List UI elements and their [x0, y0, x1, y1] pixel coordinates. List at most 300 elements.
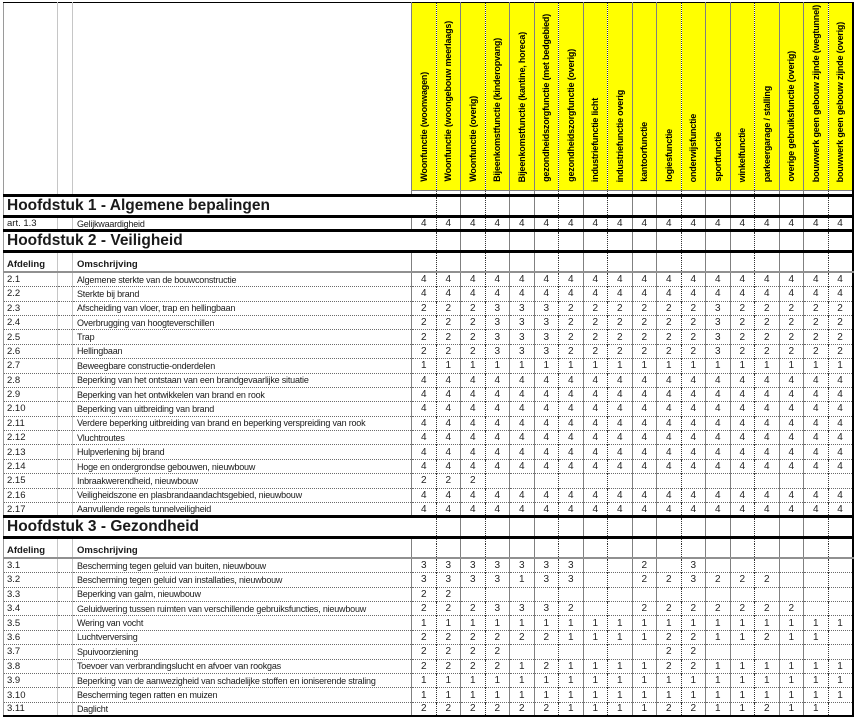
value-cell: 1 — [583, 616, 608, 630]
value-cell: 4 — [804, 387, 829, 401]
value-cell — [534, 517, 559, 538]
value-cell: 3 — [485, 558, 510, 572]
value-cell — [730, 196, 755, 217]
value-cell — [804, 258, 829, 272]
value-cell: 4 — [608, 373, 633, 387]
value-cell — [559, 645, 584, 659]
row-label: Verdere beperking uitbreiding van brand en beperking verspreiding van rook — [73, 416, 412, 430]
value-cell: 4 — [412, 488, 437, 502]
value-cell: 2 — [510, 702, 535, 716]
value-cell: 4 — [657, 387, 682, 401]
value-cell: 4 — [730, 373, 755, 387]
value-cell: 4 — [534, 416, 559, 430]
bouwbesluit-matrix — [3, 2, 854, 717]
value-cell: 1 — [730, 630, 755, 644]
value-cell: 4 — [706, 387, 731, 401]
column-header-label: Bijeenkomstfunctie (kinderopvang) — [492, 38, 503, 182]
value-cell: 4 — [828, 445, 853, 459]
value-cell: 2 — [583, 330, 608, 344]
value-cell: 2 — [779, 301, 804, 315]
value-cell — [706, 231, 731, 252]
value-cell: 2 — [412, 601, 437, 615]
corner-cell — [73, 3, 412, 191]
value-cell: 4 — [485, 287, 510, 301]
table-row — [4, 503, 853, 517]
value-cell: 2 — [461, 315, 486, 329]
value-cell: 3 — [706, 301, 731, 315]
value-cell: 2 — [412, 630, 437, 644]
value-cell: 2 — [632, 601, 657, 615]
column-header-label: Woonfunctie (woongebouw meerlaags) — [443, 21, 454, 182]
table-row — [4, 402, 853, 416]
value-cell: 2 — [730, 301, 755, 315]
value-cell: 2 — [681, 702, 706, 716]
row-label: Beperking van de aanwezigheid van schadelijke stoffen en ioniserende straling — [73, 673, 412, 687]
table-row — [4, 315, 853, 329]
value-cell: 1 — [779, 616, 804, 630]
column-header — [779, 3, 804, 191]
value-cell: 4 — [485, 459, 510, 473]
value-cell: 1 — [730, 673, 755, 687]
value-cell: 4 — [608, 287, 633, 301]
value-cell: 1 — [828, 616, 853, 630]
value-cell: 4 — [485, 445, 510, 459]
value-cell — [632, 544, 657, 558]
column-header — [485, 3, 510, 191]
column-header-label: gezondheidszorgfunctie (met bedgebied) — [541, 14, 552, 182]
value-cell: 4 — [730, 272, 755, 286]
value-cell: 1 — [779, 688, 804, 702]
value-cell: 4 — [583, 416, 608, 430]
value-cell: 4 — [632, 287, 657, 301]
value-cell: 4 — [657, 503, 682, 517]
value-cell — [730, 517, 755, 538]
section-title: Hoofdstuk 3 - Gezondheid — [4, 517, 412, 538]
column-header — [608, 3, 633, 191]
row-label: Overbrugging van hoogteverschillen — [73, 315, 412, 329]
value-cell: 4 — [755, 402, 780, 416]
value-cell — [828, 558, 853, 572]
value-cell: 4 — [730, 445, 755, 459]
value-cell: 2 — [583, 344, 608, 358]
gap-cell — [58, 387, 73, 401]
value-cell: 2 — [657, 601, 682, 615]
row-code: 3.3 — [4, 587, 58, 601]
value-cell — [779, 558, 804, 572]
value-cell: 4 — [657, 217, 682, 231]
row-code: 2.8 — [4, 373, 58, 387]
value-cell — [804, 587, 829, 601]
value-cell: 2 — [657, 330, 682, 344]
value-cell: 2 — [804, 330, 829, 344]
value-cell: 1 — [657, 359, 682, 373]
value-cell: 4 — [608, 387, 633, 401]
table-row — [4, 702, 853, 716]
value-cell: 4 — [779, 387, 804, 401]
value-cell — [657, 558, 682, 572]
value-cell — [755, 231, 780, 252]
row-code: 2.17 — [4, 503, 58, 517]
value-cell: 3 — [681, 573, 706, 587]
value-cell: 2 — [755, 601, 780, 615]
value-cell: 4 — [730, 459, 755, 473]
value-cell — [804, 231, 829, 252]
value-cell: 2 — [461, 301, 486, 315]
value-cell: 2 — [681, 645, 706, 659]
value-cell: 4 — [755, 287, 780, 301]
value-cell: 4 — [583, 488, 608, 502]
value-cell: 4 — [485, 387, 510, 401]
value-cell — [485, 258, 510, 272]
value-cell — [681, 544, 706, 558]
value-cell: 4 — [804, 459, 829, 473]
value-cell: 4 — [510, 287, 535, 301]
gap-cell — [58, 503, 73, 517]
column-header — [828, 3, 853, 191]
table-row — [4, 645, 853, 659]
value-cell: 1 — [510, 688, 535, 702]
value-cell: 4 — [657, 402, 682, 416]
value-cell: 4 — [657, 287, 682, 301]
row-code: 2.11 — [4, 416, 58, 430]
value-cell: 4 — [461, 287, 486, 301]
column-header-label: overige gebruiksfunctie (overig) — [786, 51, 797, 182]
value-cell — [657, 544, 682, 558]
value-cell: 4 — [412, 445, 437, 459]
value-cell: 2 — [412, 702, 437, 716]
value-cell: 1 — [730, 616, 755, 630]
value-cell: 4 — [461, 402, 486, 416]
value-cell: 4 — [534, 431, 559, 445]
value-cell: 3 — [510, 301, 535, 315]
value-cell: 4 — [436, 503, 461, 517]
column-header-label: Woonfunctie (overig) — [467, 96, 478, 182]
value-cell — [730, 587, 755, 601]
value-cell: 3 — [534, 301, 559, 315]
value-cell: 1 — [583, 630, 608, 644]
value-cell: 3 — [559, 558, 584, 572]
gap-cell — [58, 344, 73, 358]
value-cell: 4 — [755, 272, 780, 286]
value-cell: 2 — [681, 301, 706, 315]
value-cell: 4 — [583, 402, 608, 416]
value-cell: 1 — [436, 688, 461, 702]
value-cell: 4 — [412, 387, 437, 401]
value-cell: 2 — [755, 573, 780, 587]
value-cell: 1 — [804, 688, 829, 702]
value-cell — [828, 587, 853, 601]
value-cell: 2 — [412, 474, 437, 488]
value-cell — [485, 231, 510, 252]
value-cell: 2 — [730, 601, 755, 615]
value-cell: 4 — [412, 373, 437, 387]
value-cell: 4 — [485, 431, 510, 445]
value-cell: 4 — [461, 217, 486, 231]
row-label: Vluchtroutes — [73, 431, 412, 445]
value-cell — [608, 544, 633, 558]
value-cell: 4 — [730, 416, 755, 430]
value-cell — [804, 544, 829, 558]
gap-cell — [58, 330, 73, 344]
value-cell: 4 — [534, 387, 559, 401]
value-cell — [510, 587, 535, 601]
value-cell — [681, 196, 706, 217]
value-cell — [828, 630, 853, 644]
value-cell: 1 — [804, 673, 829, 687]
value-cell: 1 — [534, 616, 559, 630]
value-cell — [828, 645, 853, 659]
value-cell: 4 — [755, 488, 780, 502]
value-cell: 1 — [583, 702, 608, 716]
value-cell: 4 — [436, 431, 461, 445]
value-cell: 4 — [583, 459, 608, 473]
value-cell: 4 — [583, 272, 608, 286]
value-cell: 4 — [583, 431, 608, 445]
value-cell — [412, 517, 437, 538]
column-header-label: bouwwerk geen gebouw zijnde (overig) — [835, 21, 845, 182]
value-cell — [559, 587, 584, 601]
value-cell: 1 — [804, 702, 829, 716]
value-cell — [755, 544, 780, 558]
value-cell — [583, 645, 608, 659]
value-cell: 4 — [828, 402, 853, 416]
column-header-label: Woonfunctie (woonwagen) — [418, 72, 429, 182]
value-cell: 4 — [559, 373, 584, 387]
gap-cell — [58, 359, 73, 373]
value-cell: 4 — [510, 387, 535, 401]
value-cell: 1 — [706, 688, 731, 702]
value-cell: 1 — [828, 673, 853, 687]
value-cell: 1 — [608, 616, 633, 630]
row-label: Aanvullende regels tunnelveiligheid — [73, 503, 412, 517]
value-cell: 1 — [559, 702, 584, 716]
value-cell: 3 — [436, 573, 461, 587]
row-label: Geluidwering tussen ruimten van verschillende gebruiksfuncties, nieuwbouw — [73, 601, 412, 615]
value-cell: 4 — [779, 416, 804, 430]
value-cell: 1 — [485, 359, 510, 373]
value-cell: 4 — [828, 431, 853, 445]
value-cell: 3 — [534, 344, 559, 358]
value-cell: 2 — [608, 344, 633, 358]
row-label: Beperking van uitbreiding van brand — [73, 402, 412, 416]
value-cell: 2 — [681, 630, 706, 644]
value-cell: 2 — [559, 601, 584, 615]
value-cell: 2 — [706, 573, 731, 587]
value-cell: 2 — [608, 301, 633, 315]
value-cell: 2 — [657, 645, 682, 659]
value-cell: 4 — [706, 459, 731, 473]
value-cell: 4 — [755, 217, 780, 231]
value-cell: 4 — [461, 387, 486, 401]
value-cell: 4 — [510, 445, 535, 459]
value-cell: 4 — [485, 402, 510, 416]
value-cell: 2 — [828, 315, 853, 329]
value-cell: 4 — [485, 373, 510, 387]
column-header — [412, 3, 437, 191]
value-cell: 2 — [730, 330, 755, 344]
value-cell: 2 — [461, 474, 486, 488]
value-cell: 4 — [485, 272, 510, 286]
value-cell: 1 — [510, 573, 535, 587]
row-label: Trap — [73, 330, 412, 344]
value-cell — [828, 474, 853, 488]
value-cell: 1 — [559, 359, 584, 373]
value-cell: 4 — [510, 272, 535, 286]
value-cell: 4 — [510, 416, 535, 430]
value-cell — [583, 558, 608, 572]
value-cell — [706, 544, 731, 558]
column-header-label: winkelfunctie — [737, 127, 748, 182]
value-cell: 2 — [632, 573, 657, 587]
value-cell: 4 — [706, 272, 731, 286]
value-cell: 4 — [804, 402, 829, 416]
value-cell: 2 — [632, 558, 657, 572]
value-cell: 3 — [485, 344, 510, 358]
value-cell: 1 — [755, 673, 780, 687]
value-cell: 3 — [510, 344, 535, 358]
table-row — [4, 416, 853, 430]
value-cell: 4 — [436, 445, 461, 459]
value-cell — [632, 474, 657, 488]
column-header-label: industriefunctie licht — [590, 97, 601, 182]
value-cell — [755, 196, 780, 217]
value-cell — [583, 544, 608, 558]
value-cell: 4 — [534, 503, 559, 517]
table-row — [4, 616, 853, 630]
value-cell: 4 — [730, 387, 755, 401]
table-row — [4, 587, 853, 601]
row-label: Beweegbare constructie-onderdelen — [73, 359, 412, 373]
value-cell: 4 — [681, 416, 706, 430]
value-cell: 4 — [461, 272, 486, 286]
value-cell: 1 — [706, 630, 731, 644]
value-cell — [510, 645, 535, 659]
value-cell — [436, 196, 461, 217]
value-cell: 1 — [681, 359, 706, 373]
value-cell: 4 — [730, 503, 755, 517]
table-row — [4, 387, 853, 401]
column-header — [436, 3, 461, 191]
value-cell — [559, 196, 584, 217]
value-cell: 4 — [828, 387, 853, 401]
value-cell: 4 — [412, 459, 437, 473]
value-cell: 4 — [436, 488, 461, 502]
row-label: Inbraakwerendheid, nieuwbouw — [73, 474, 412, 488]
value-cell — [559, 231, 584, 252]
value-cell: 1 — [485, 673, 510, 687]
section-title: Hoofdstuk 1 - Algemene bepalingen — [4, 196, 412, 217]
value-cell — [461, 231, 486, 252]
value-cell: 1 — [681, 688, 706, 702]
value-cell: 2 — [657, 344, 682, 358]
value-cell: 1 — [828, 659, 853, 673]
value-cell: 2 — [412, 315, 437, 329]
value-cell: 3 — [534, 315, 559, 329]
table-row — [4, 573, 853, 587]
column-header-label: industriefunctie overig — [614, 89, 625, 182]
value-cell: 4 — [510, 402, 535, 416]
row-label: Gelijkwaardigheid — [73, 217, 412, 231]
value-cell — [681, 474, 706, 488]
value-cell: 2 — [681, 315, 706, 329]
gap-cell — [58, 217, 73, 231]
value-cell: 4 — [804, 503, 829, 517]
column-header — [681, 3, 706, 191]
row-code: 3.9 — [4, 673, 58, 687]
value-cell: 3 — [534, 573, 559, 587]
value-cell: 1 — [779, 630, 804, 644]
value-cell: 2 — [755, 702, 780, 716]
table-body — [4, 3, 853, 717]
value-cell: 1 — [412, 359, 437, 373]
value-cell — [779, 196, 804, 217]
value-cell: 2 — [828, 344, 853, 358]
value-cell — [804, 558, 829, 572]
value-cell — [608, 573, 633, 587]
value-cell: 2 — [681, 344, 706, 358]
gap-cell — [58, 630, 73, 644]
value-cell — [412, 544, 437, 558]
value-cell: 2 — [436, 601, 461, 615]
value-cell — [436, 517, 461, 538]
afdeling-header: Afdeling — [4, 258, 58, 272]
value-cell: 4 — [608, 503, 633, 517]
row-code: 2.14 — [4, 459, 58, 473]
row-code: 2.15 — [4, 474, 58, 488]
value-cell: 4 — [828, 488, 853, 502]
value-cell — [828, 544, 853, 558]
value-cell: 1 — [559, 630, 584, 644]
value-cell: 4 — [510, 373, 535, 387]
value-cell: 4 — [706, 402, 731, 416]
value-cell: 2 — [755, 630, 780, 644]
value-cell: 1 — [485, 688, 510, 702]
value-cell — [412, 258, 437, 272]
value-cell: 2 — [436, 330, 461, 344]
value-cell: 3 — [510, 601, 535, 615]
value-cell — [559, 474, 584, 488]
value-cell: 4 — [583, 503, 608, 517]
column-header-row — [4, 3, 853, 191]
value-cell: 4 — [583, 217, 608, 231]
value-cell — [436, 544, 461, 558]
value-cell: 2 — [485, 659, 510, 673]
value-cell: 4 — [779, 287, 804, 301]
value-cell: 1 — [657, 616, 682, 630]
value-cell: 4 — [583, 373, 608, 387]
value-cell: 4 — [608, 445, 633, 459]
value-cell: 4 — [706, 217, 731, 231]
value-cell: 4 — [485, 488, 510, 502]
value-cell: 2 — [436, 474, 461, 488]
row-code: 2.10 — [4, 402, 58, 416]
value-cell: 4 — [461, 488, 486, 502]
value-cell — [657, 517, 682, 538]
gap-cell — [58, 431, 73, 445]
value-cell — [534, 645, 559, 659]
value-cell: 2 — [657, 301, 682, 315]
value-cell: 2 — [412, 659, 437, 673]
value-cell: 1 — [804, 659, 829, 673]
value-cell: 4 — [559, 272, 584, 286]
value-cell: 3 — [534, 558, 559, 572]
row-code: 3.5 — [4, 616, 58, 630]
column-subheader-row — [4, 258, 853, 272]
value-cell: 4 — [730, 488, 755, 502]
value-cell: 3 — [461, 558, 486, 572]
column-header-label: onderwijsfunctie — [688, 113, 699, 182]
value-cell: 2 — [485, 645, 510, 659]
